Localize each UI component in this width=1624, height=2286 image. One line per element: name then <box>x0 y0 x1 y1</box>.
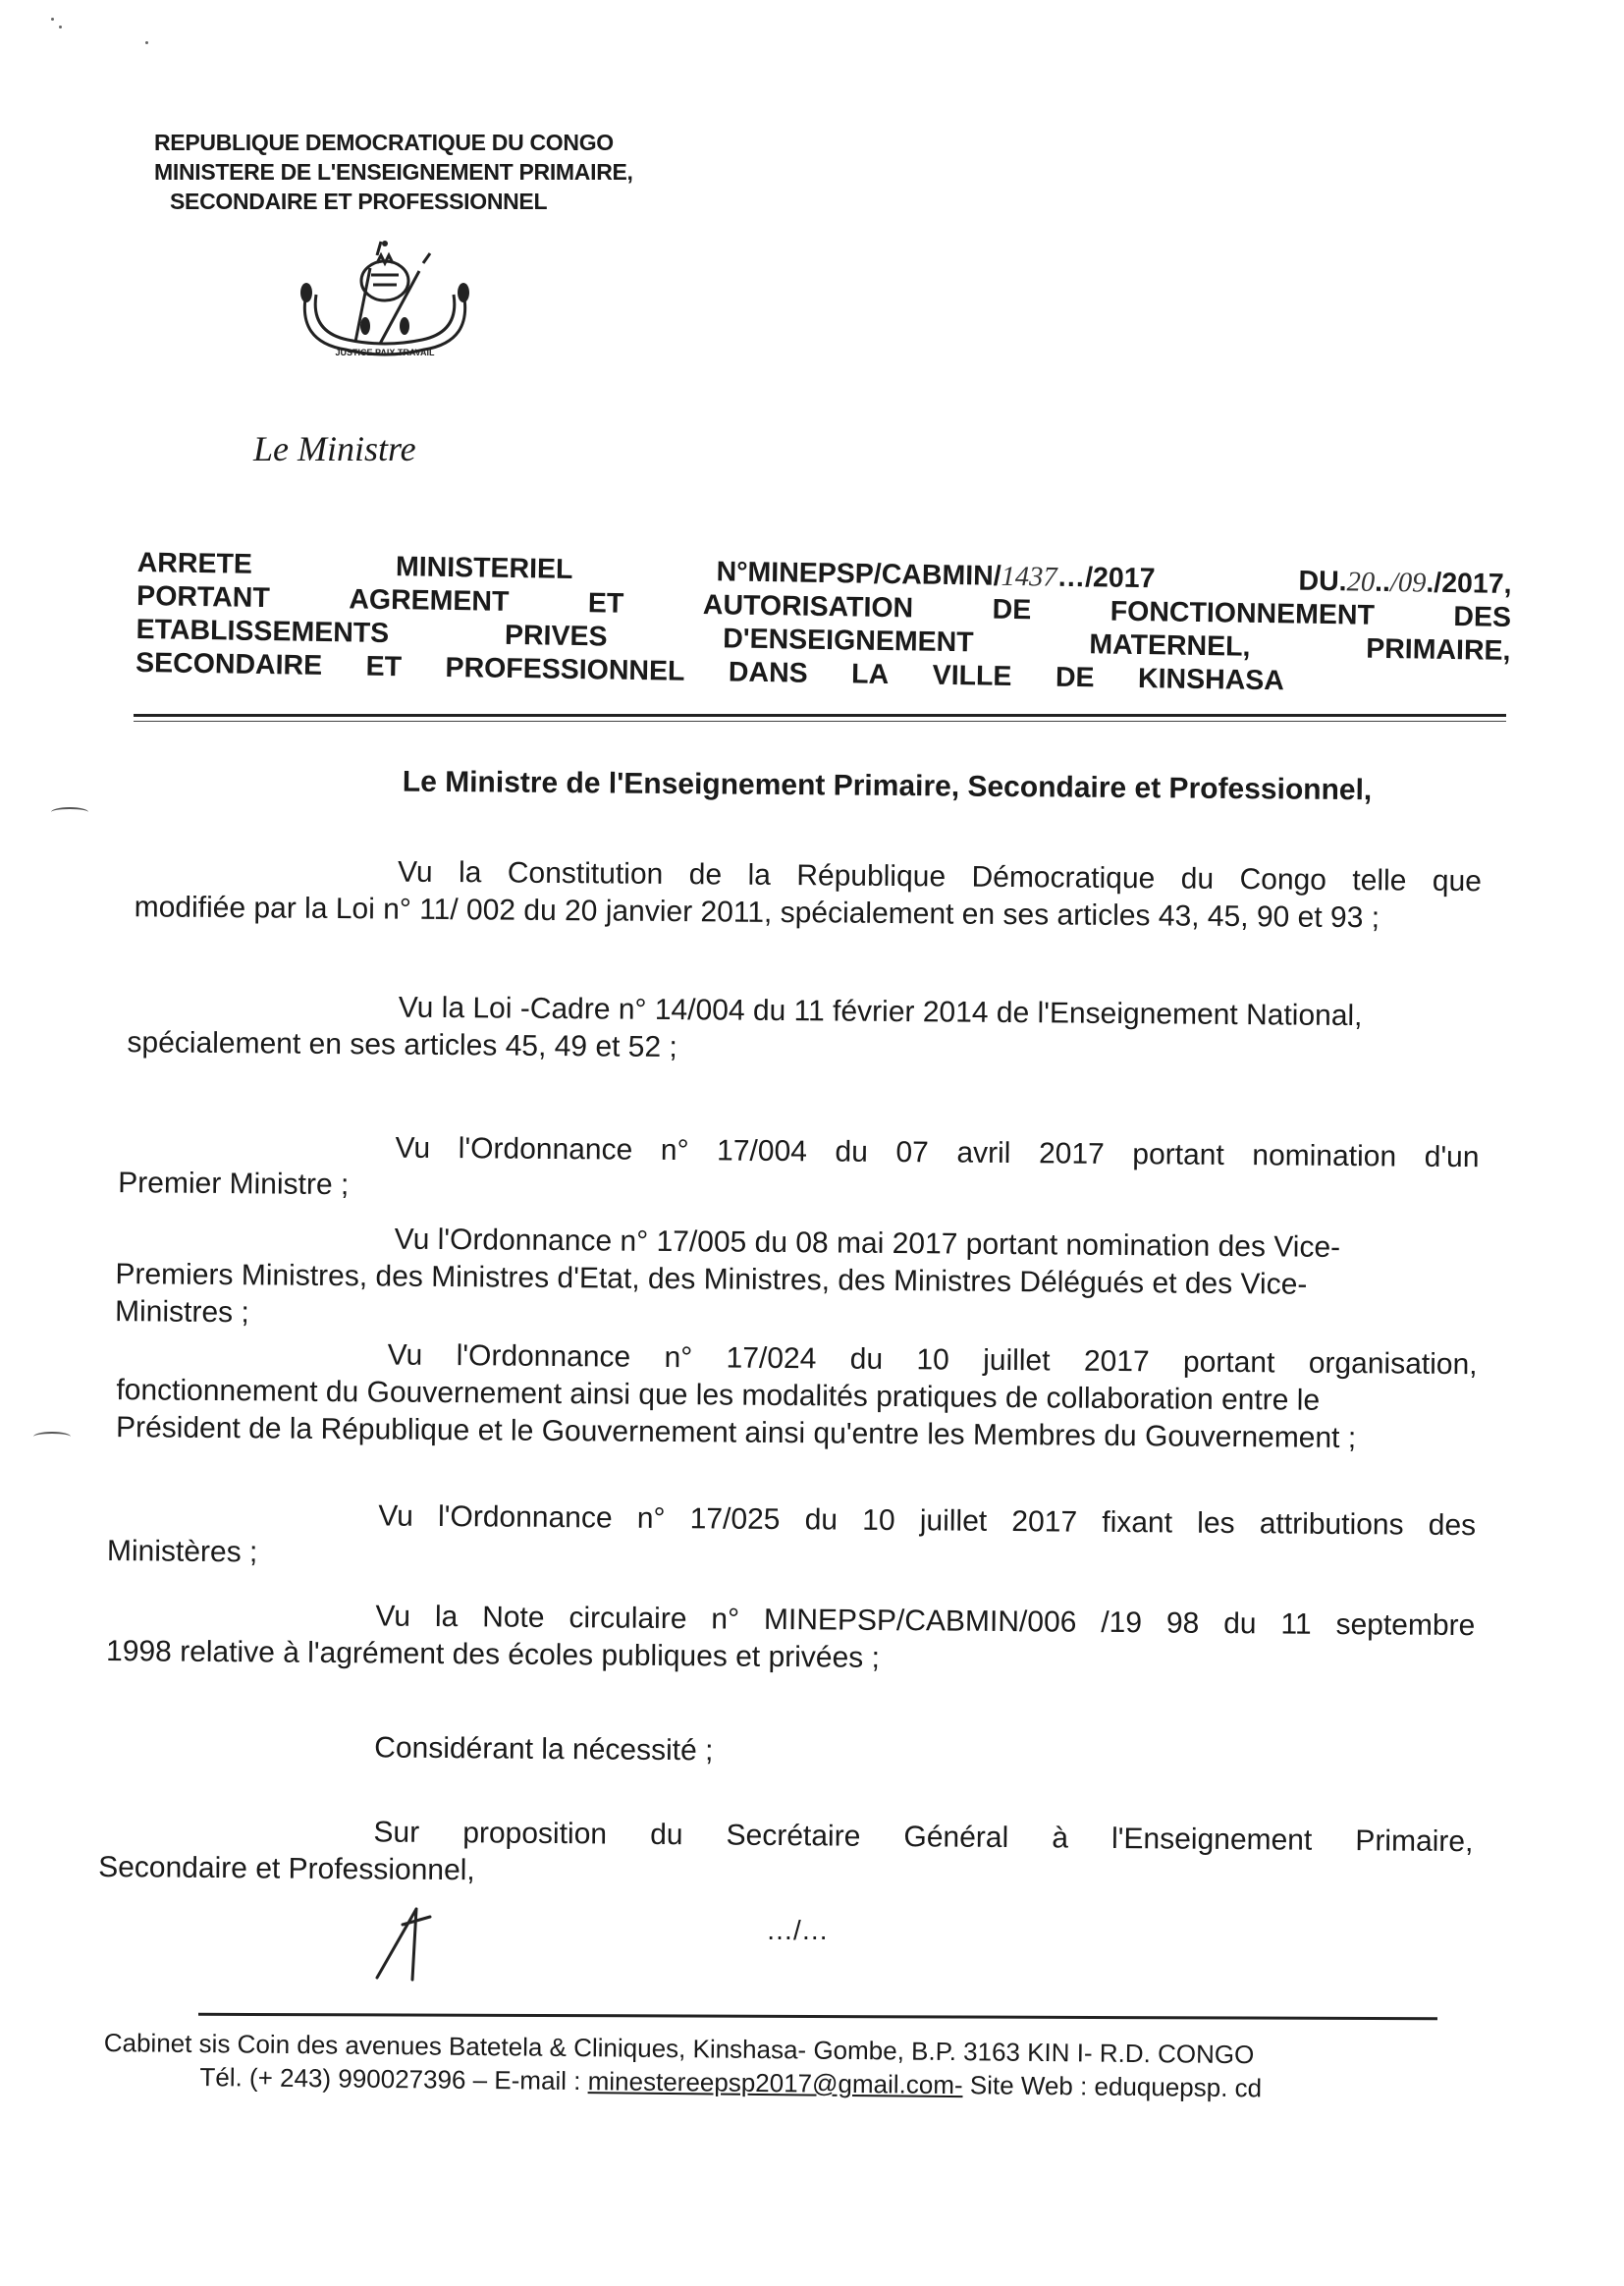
handwritten-number: 1437 <box>1001 561 1057 593</box>
footer-email-link[interactable]: minestereepsp2017@gmail.com- <box>587 2066 963 2100</box>
continuation-mark: …/… <box>766 1915 829 1945</box>
title-line-3: ETABLISSEMENTS PRIVES D'ENSEIGNEMENT MATERNEL, PRIMAIRE, <box>135 613 1511 667</box>
scan-punch-mark <box>33 1432 71 1442</box>
handwritten-day: 20 <box>1346 567 1376 598</box>
title-line-1: ARRETE MINISTERIEL N°MINEPSP/CABMIN/1437…/2017 DU.20../09./2017, <box>136 546 1512 600</box>
preamble <box>98 761 1483 1887</box>
svg-text:JUSTICE PAIX TRAVAIL: JUSTICE PAIX TRAVAIL <box>335 348 435 357</box>
handwritten-month: /09 <box>1389 568 1427 599</box>
letterhead <box>154 128 633 216</box>
vu-ordonnance-17-005: Vu l'Ordonnance n° 17/005 du 08 mai 2017 portant nomination des Vice- Premiers Ministres, des Ministres d'Etat, des Ministres, des Ministres Délégués et des Vice- Ministres ; <box>114 1223 1341 1330</box>
title-line-2: PORTANT AGREMENT ET AUTORISATION DE FONCTIONNEMENT DES <box>135 579 1512 633</box>
scan-speck <box>59 26 62 28</box>
footer-contacts: Tél. (+ 243) 990027396 – E-mail : minestereepsp2017@gmail.com- Site Web : eduquepsp. cd <box>199 2062 1263 2103</box>
le-ministre-heading: Le Ministre <box>253 429 416 468</box>
considerant: Considérant la nécessité ; <box>374 1731 714 1768</box>
footer-rule <box>198 2013 1437 2020</box>
ministry-name-line2: SECONDAIRE ET PROFESSIONNEL <box>170 189 548 214</box>
title-line-4: SECONDAIRE ET PROFESSIONNEL DANS LA VILLE DE KINSHASA <box>135 646 1285 697</box>
vu-loi-cadre: Vu la Loi -Cadre n° 14/004 du 11 février 2014 de l'Enseignement National, spécialement en ses articles 45, 49 et 52 ; <box>127 991 1363 1064</box>
title-underline <box>134 714 1506 717</box>
country-name: REPUBLIQUE DEMOCRATIQUE DU CONGO <box>154 130 614 155</box>
handwritten-initial-mark <box>373 1895 432 1984</box>
title-underline-thin <box>134 721 1506 722</box>
arrete-title <box>135 546 1512 701</box>
preamble-heading: Le Ministre de l'Enseignement Primaire, Secondaire et Professionnel, <box>402 765 1373 807</box>
vu-ordonnance-17-004: Vu l'Ordonnance n° 17/004 du 07 avril 2017 portant nomination d'un Premier Ministre ; <box>118 1131 1480 1202</box>
vu-ordonnance-17-024: Vu l'Ordonnance n° 17/024 du 10 juillet 2017 portant organisation, fonctionnement du Gouvernement ainsi que les modalités pratiques de collaboration entre le Président de la République et le Gouvernement ainsi qu'entre les Membres du Gouvernement ; <box>115 1338 1478 1455</box>
ministry-name-line1: MINISTERE DE L'ENSEIGNEMENT PRIMAIRE, <box>154 159 633 185</box>
sur-proposition: Sur proposition du Secrétaire Général à l'Enseignement Primaire, Secondaire et Professionnel, <box>98 1816 1474 1887</box>
footer <box>103 2026 1262 2104</box>
scan-speck <box>145 41 148 44</box>
footer-address: Cabinet sis Coin des avenues Batetela & Cliniques, Kinshasa- Gombe, B.P. 3163 KIN I- R.D. CONGO <box>103 2028 1255 2070</box>
vu-ordonnance-17-025: Vu l'Ordonnance n° 17/025 du 10 juillet 2017 fixant les attributions des Ministères ; <box>106 1499 1477 1569</box>
scan-punch-mark <box>51 807 88 817</box>
vu-constitution: Vu la Constitution de la République Démocratique du Congo telle que modifiée par la Loi n° 11/ 002 du 20 janvier 2011, spécialement en ses articles 43, 45, 90 et 93 ; <box>134 855 1483 935</box>
drc-coat-of-arms-icon <box>287 234 483 361</box>
scan-speck <box>51 18 54 21</box>
vu-note-circulaire: Vu la Note circulaire n° MINEPSP/CABMIN/006 /19 98 du 11 septembre 1998 relative à l'agrément des écoles publiques et privées ; <box>105 1600 1476 1674</box>
